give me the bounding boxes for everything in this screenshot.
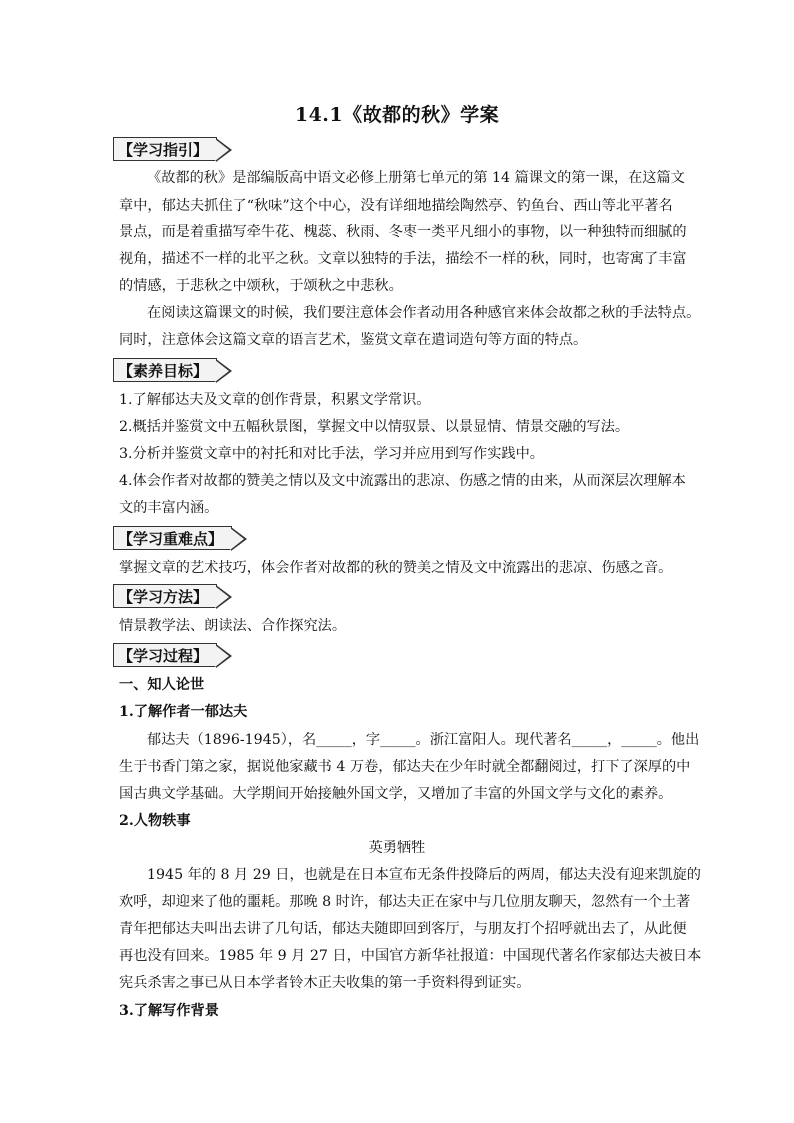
goal-item: 2.概括并鉴赏文中五幅秋景图，掌握文中以情驭景、以景显情、情景交融的写法。 [119, 419, 630, 435]
paragraph-line: 视角，描述不一样的北平之秋。文章以独特的手法，描绘不一样的秋，同时，也寄寓了丰富 [119, 251, 687, 267]
paragraph-line: 欢呼，却迎来了他的噩耗。那晚 8 时许，郁达夫正在家中与几位朋友聊天，忽然有一个土著 [119, 894, 691, 910]
story-title: 英勇牺牲 [368, 840, 426, 856]
section-header-goals: 【素养目标】 [113, 358, 217, 382]
paragraph-line: 宪兵杀害之事已从日本学者铃木正夫收集的第一手资料得到证实。 [119, 975, 531, 991]
goal-item: 4.体会作者对故都的赞美之情以及文中流露出的悲凉、伤感之情的由来，从而深层次理解本 [119, 473, 686, 489]
paragraph-line: 生于书香门第之家，据说他家藏书 4 万卷，郁达夫在少年时就全都翻阅过，打下了深厚的中 [119, 759, 691, 775]
paragraph-line: 在阅读这篇课文的时候，我们要注意体会作者动用各种感官来体会故都之秋的手法特点。 [147, 305, 701, 321]
paragraph-line: 再也没有回来。1985 年 9 月 27 日，中国官方新华社报道：中国现代著名作家郁达夫被日本 [119, 948, 702, 964]
section-header-process: 【学习过程】 [113, 643, 217, 667]
paragraph-line: 郁达夫（1896-1945），名_____，字_____。浙江富阳人。现代著名_____，_____。他出 [147, 732, 700, 748]
section-header-method: 【学习方法】 [113, 584, 217, 608]
goal-item: 文的丰富内涵。 [119, 500, 219, 516]
paragraph-line: 章中，郁达夫抓住了“秋味”这个中心，没有详细地描绘陶然亭、钓鱼台、西山等北平著名 [119, 198, 673, 214]
paragraph-line: 情景教学法、朗读法、合作探究法。 [119, 618, 347, 634]
paragraph-line: 《故都的秋》是部编版高中语文必修上册第七单元的第 14 篇课文的第一课，在这篇文 [147, 170, 685, 186]
paragraph-line: 国古典文学基础。大学期间开始接触外国文学，又增加了丰富的外国文学与文化的素养。 [119, 786, 673, 802]
paragraph-line: 的情感，于悲秋之中颂秋，于颂秋之中悲秋。 [119, 278, 403, 294]
paragraph-line: 同时，注意体会这篇文章的语言艺术，鉴赏文章在遣词造句等方面的特点。 [119, 332, 588, 348]
subheading: 3.了解写作背景 [119, 1003, 219, 1019]
paragraph-line: 青年把郁达夫叫出去讲了几句话，郁达夫随即回到客厅，与朋友打个招呼就出去了，从此便 [119, 921, 687, 937]
paragraph-line: 掌握文章的艺术技巧，体会作者对故都的秋的赞美之情及文中流露出的悲凉、伤感之音。 [119, 560, 673, 576]
page-title: 14.1《故都的秋》学案 [294, 104, 500, 126]
subheading: 1.了解作者一郁达夫 [119, 704, 248, 720]
section-header-key: 【学习重难点】 [113, 526, 232, 550]
subheading: 一、知人论世 [119, 677, 205, 693]
goal-item: 3.分析并鉴赏文章中的衬托和对比手法，学习并应用到写作实践中。 [119, 446, 544, 462]
paragraph-line: 1945 年的 8 月 29 日，也就是在日本宣布无条件投降后的两周，郁达夫没有迎来凯旋的 [147, 867, 701, 883]
paragraph-line: 景点，而是着重描写牵牛花、槐蕊、秋雨、冬枣一类平凡细小的事物，以一种独特而细腻的 [119, 224, 687, 240]
goal-item: 1.了解郁达夫及文章的创作背景，积累文学常识。 [119, 392, 431, 408]
section-header-guide: 【学习指引】 [113, 137, 217, 161]
subheading: 2.人物轶事 [119, 813, 191, 829]
